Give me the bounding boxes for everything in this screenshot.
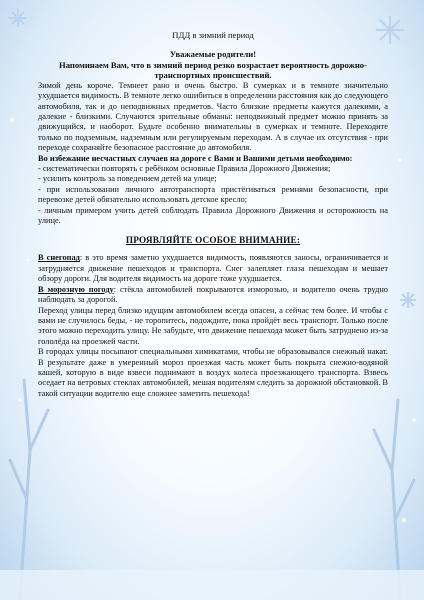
notice-document (38, 30, 388, 399)
list-item: - личным примером учить детей соблюдать Правила Дорожного Движения и осторожность на улице. (38, 205, 388, 226)
paragraph-snowfall (38, 253, 388, 284)
snowfall-label: В снегопад (38, 253, 80, 263)
document-title: ПДД в зимний период (172, 30, 254, 40)
paragraph-chemicals: В городах улицы посыпают специальными химикатами, чтобы не образовывался снежный накат. В результате даже в умеренный мороз проезжая часть может быть покрыта снежно-водяной кашей, которую в виде взвеси поднимают в воздух колеса проезжающего транспорта. Взвесь оседает на ветровых стеклах автомобилей, мешая водителям следить за дорожной обстановкой. В такой ситуации водителю еще сложнее заметить пешехода! (38, 347, 388, 398)
reminder: Напоминаем Вам, что в зимний период резко возрастает вероятность дорожно-транспортных происшествий. (59, 59, 367, 81)
list-item: - усилить контроль за поведением детей на улице; (38, 174, 217, 184)
frost-label: В морозную погоду (38, 284, 114, 294)
list-item: - при использовании личного автотранспорта пристёгиваться ремнями безопасности, при перевозке детей обязательно использовать детское кресло; (38, 184, 388, 205)
avoid-heading: Во избежание несчастных случаев на дороге с Вами и Вашими детьми необходимо: (38, 153, 353, 163)
frosted-trees (10, 380, 414, 600)
snowfall-text: : в это время заметно ухудшается видимость, появляются заносы, ограничивается и затрудняется движение пешеходов и транспорта. Снег залепляет глаза пешеходам и мешает обзору дороги. Для водителя видимость на дороге тоже ухудшается. (38, 253, 388, 284)
paragraph-darkness: Зимой день короче. Темнеет рано и очень быстро. В сумерках и в темноте значительно ухудшается видимость. В темноте легко ошибиться в определении расстояния как до следующего автомобиля, так и до неподвижных предметов. Часто близкие предметы кажутся далекими, а далекие - близкими. Случаются зрительные обманы: неподвижный предмет можно принять за движущийся, и наоборот. Будьте особенно внимательны в сумерках и темноте. Переходите только по подземным, надземным или регулируемым переходам. А в случае их отсутствия - при переходе сохраняйте безопасное расстояние до автомобиля. (38, 80, 388, 153)
greeting: Уважаемые родители! (169, 49, 257, 59)
paragraph-frost (38, 285, 388, 306)
list-item: - систематически повторять с ребёнком основные Правила Дорожного Движения; (38, 164, 331, 174)
frost-text: : стёкла автомобилей покрываются изморозью, и водителю очень трудно наблюдать за дорогой. (38, 284, 388, 305)
paragraph-crossing: Переход улицы перед близко идущим автомобилем всегда опасен, а сейчас тем более. И чтобы с вами не случилось беды, - не торопитесь, подождите, пока пройдёт весь транспорт. Только после этого можно переходить улицу. Не забудьте, что движение пешехода может быть затруднено из-за гололёда на проезжей части. (38, 305, 388, 346)
attention-heading: ПРОЯВЛЯЙТЕ ОСОБОЕ ВНИМАНИЕ: (125, 235, 301, 246)
